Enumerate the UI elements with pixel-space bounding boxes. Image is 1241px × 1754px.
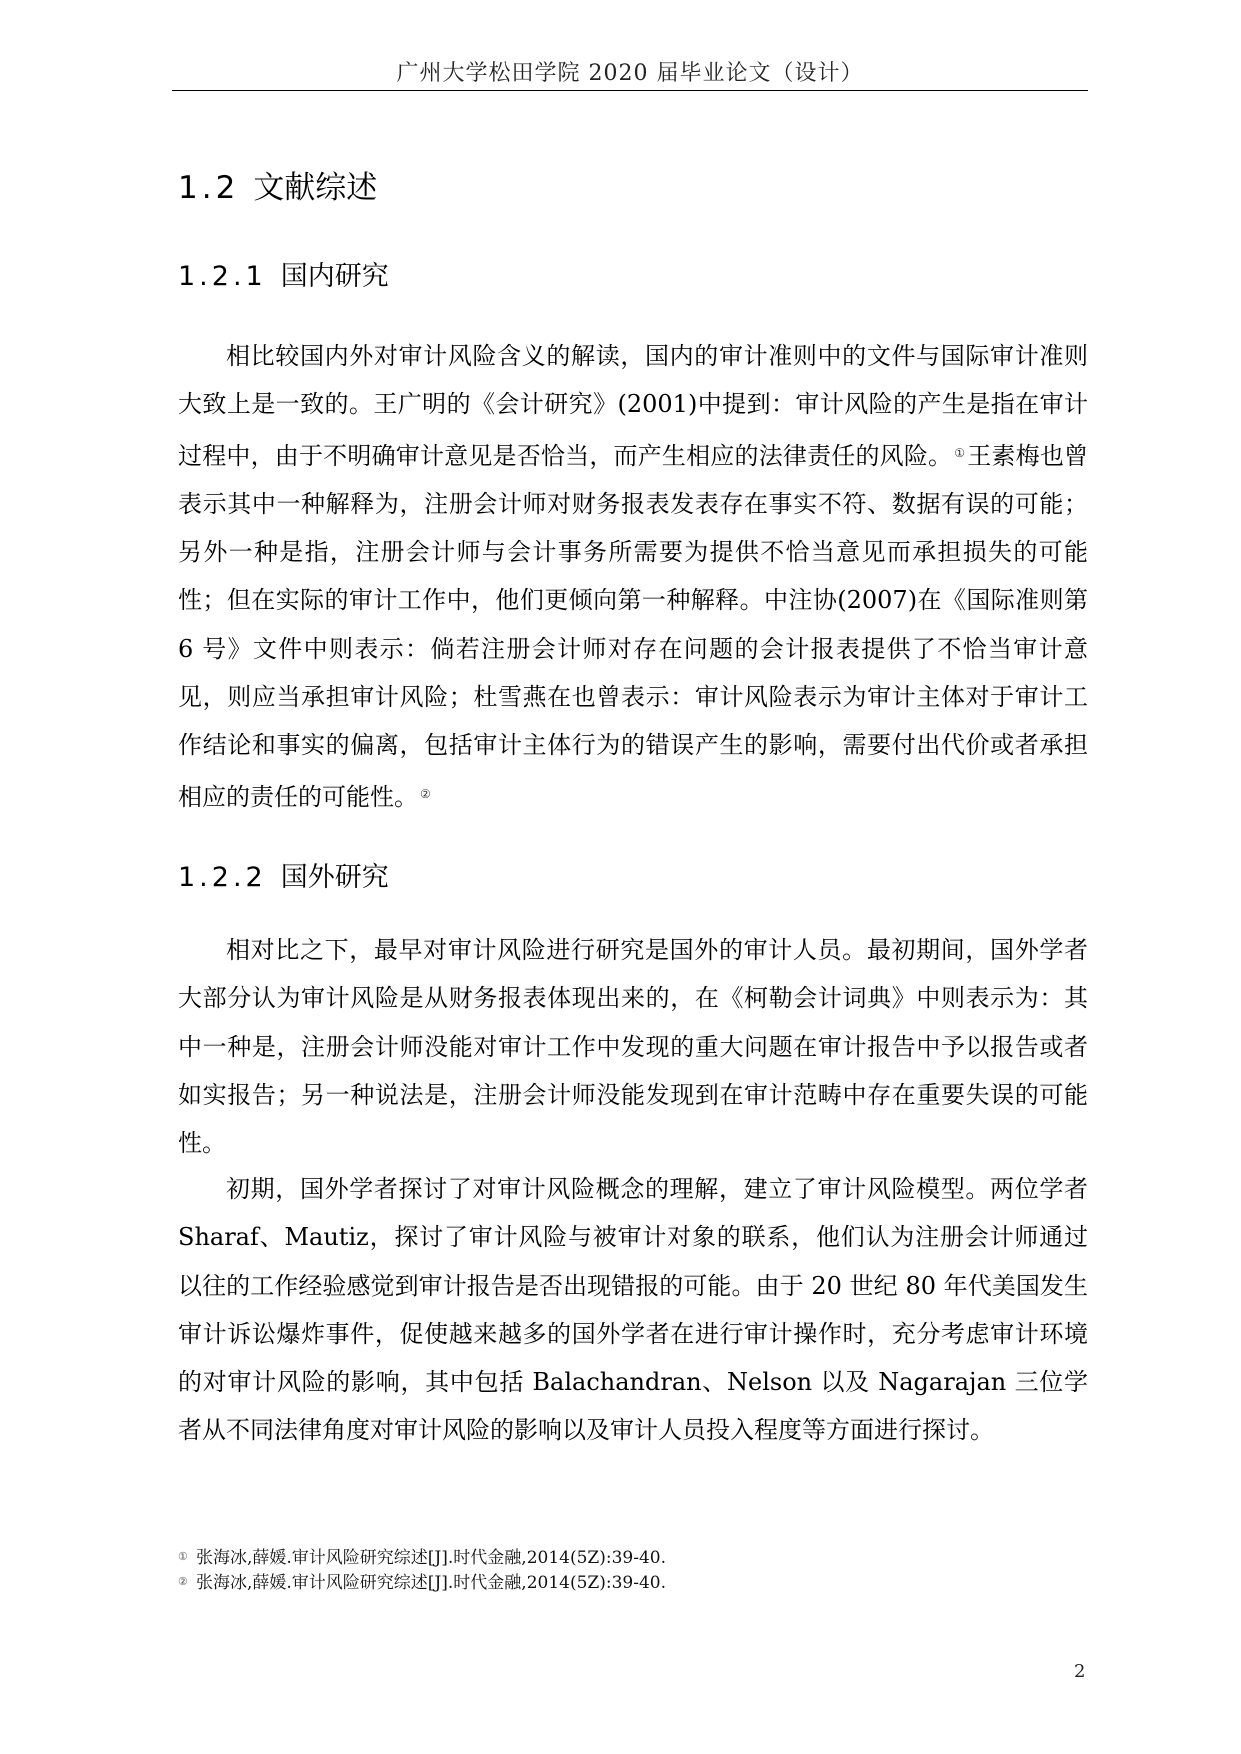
footnote-reference-2: ② (420, 786, 431, 801)
paragraph-text: 王素梅也曾表示其中一种解释为，注册会计师对财务报表发表存在事实不符、数据有误的可能；另外一种是指，注册会计师与会计事务所需要为提供不恰当意见而承担损失的可能性；但在实际的审计工作中，他们更倾向第一种解释。中注协(2007)在《国际准则第 6 号》文件中则表示：倘若注册会计师对存在问题的会计报表提供了不恰当审计意见，则应当承担审计风险；杜雪燕在也曾表示：审计风险表示为审计主体对于审计工作结论和事实的偏离，包括审计主体行为的错误产生的影响，需要付出代价或者承担相应的责任的可能性。 (178, 441, 1089, 811)
footnote-mark: ① (178, 1550, 188, 1563)
paragraph-foreign-research-2: 初期，国外学者探讨了对审计风险概念的理解，建立了审计风险模型。两位学者 Sharaf、Mautiz，探讨了审计风险与被审计对象的联系，他们认为注册会计师通过 以往的工作经验感觉到审计报告是否出现错报的可能。由于 20 世纪 80 年代美国发生审计诉讼爆炸事件，促使越来越多的国外学者在进行审计操作时，充分考虑审计环境的对审计风险的影响，其中包括 Balachandran、Nelson 以及 Nagarajan 三位学者从不同法律角度对审计风险的影响以及审计人员投入程度等方面进行探讨。 (178, 1175, 1088, 1445)
footnotes (178, 1545, 1088, 1595)
paragraph-text: 相比较国内外对审计风险含义的解读，国内的审计准则中的文件与国际审计准则大致上是一致的。王广明的《会计研究》(2001)中提到：审计风险的产生是指在审计过程中，由于不明确审计意见是否恰当，而产生相应的法律责任的风险。 (178, 342, 1088, 470)
section-heading-1-2-1 (178, 254, 389, 293)
footnote-mark: ② (178, 1575, 188, 1588)
footnote-item (178, 1545, 1088, 1570)
section-title: 文献综述 (253, 170, 378, 206)
paragraph-domestic-research (178, 332, 1088, 821)
section-number: 1.2.1 (178, 261, 267, 292)
footnote-text: 张海冰,薛媛.审计风险研究综述[J].时代金融,2014(5Z):39-40. (196, 1573, 666, 1593)
section-title: 国外研究 (280, 862, 389, 893)
section-number: 1.2.2 (178, 862, 267, 893)
section-heading-1-2 (178, 162, 377, 207)
footnote-text: 张海冰,薛媛.审计风险研究综述[J].时代金融,2014(5Z):39-40. (196, 1548, 666, 1568)
footnote-reference-1: ① (954, 445, 966, 460)
section-heading-1-2-2 (178, 855, 389, 894)
footnote-item (178, 1570, 1088, 1595)
section-title: 国内研究 (280, 261, 389, 292)
header-divider (172, 90, 1088, 91)
paragraph-foreign-research-1: 相对比之下，最早对审计风险进行研究是国外的审计人员。最初期间，国外学者大部分认为审计风险是从财务报表体现出来的，在《柯勒会计词典》中则表示为：其中一种是，注册会计师没能对审计工作中发现的重大问题在审计报告中予以报告或者如实报告；另一种说法是，注册会计师没能发现到在审计范畴中存在重要失误的可能性。 (178, 936, 1088, 1158)
section-number: 1.2 (178, 170, 240, 206)
page-number: 2 (1074, 1661, 1086, 1682)
page-header-title: 广州大学松田学院 2020 届毕业论文（设计） (396, 61, 864, 86)
